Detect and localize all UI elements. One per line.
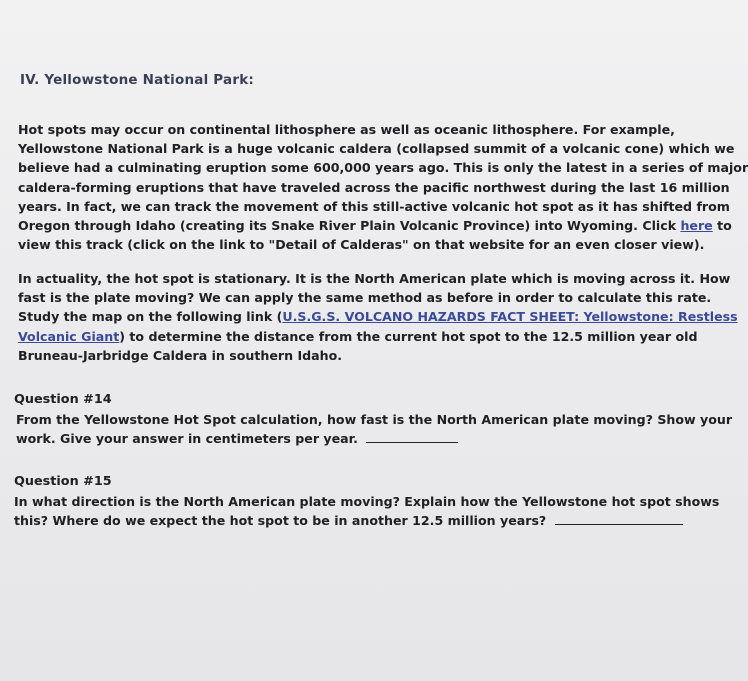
text-line <box>16 429 684 448</box>
text-line <box>18 307 738 326</box>
text-segment: to <box>712 218 732 234</box>
text-line: From the Yellowstone Hot Spot calculation, how fast is the North American plate moving? Show your <box>16 412 733 427</box>
text-segment: Oregon through Idaho (creating its Snake River Plain Volcanic Province) into Wyoming. Click <box>18 218 681 234</box>
text-line: believe had a culminating eruption some 600,000 years ago. This is only the latest in a series of major <box>18 160 748 176</box>
section-heading: IV. Yellowstone National Park: <box>20 72 254 88</box>
text-line: In actuality, the hot spot is stationary. It is the North American plate which is moving across it. How <box>18 271 731 286</box>
text-segment: this? Where do we expect the hot spot to be in another 12.5 million years? <box>14 513 547 529</box>
volcanic-giant-link[interactable]: Volcanic Giant <box>18 328 120 344</box>
text-segment: ) to determine the distance from the current hot spot to the 12.5 million year old <box>119 328 698 344</box>
text-line <box>14 511 682 530</box>
text-line <box>18 327 698 346</box>
paragraph-plate-motion <box>18 269 738 365</box>
text-line: years. In fact, we can track the movement of this still-active volcanic hot spot as it has shifted from <box>18 198 730 214</box>
question-15-title: Question #15 <box>14 474 112 489</box>
text-line: Yellowstone National Park is a huge volcanic caldera (collapsed summit of a volcanic cone) which we <box>18 141 735 157</box>
here-link[interactable]: here <box>680 218 713 234</box>
text-segment: work. Give your answer in centimeters per year. <box>16 431 358 447</box>
question-15-text <box>14 492 720 530</box>
answer-blank-14[interactable] <box>366 430 458 443</box>
question-14-text <box>16 410 733 448</box>
text-line: Hot spots may occur on continental lithosphere as well as oceanic lithosphere. For example, <box>18 122 675 137</box>
text-line: fast is the plate moving? We can apply the same method as before in order to calculate this rate. <box>18 290 712 306</box>
text-line: view this track (click on the link to "Detail of Calderas" on that website for an even closer view). <box>18 237 705 253</box>
text-line: Bruneau-Jarbridge Caldera in southern Idaho. <box>18 347 343 363</box>
text-line <box>18 216 732 235</box>
paragraph-hot-spots <box>18 120 748 254</box>
text-line: caldera-forming eruptions that have traveled across the pacific northwest during the last 16 million <box>18 179 730 195</box>
question-14-title: Question #14 <box>14 392 112 407</box>
usgs-fact-sheet-link[interactable]: U.S.G.S. VOLCANO HAZARDS FACT SHEET: Yellowstone: Restless <box>282 309 738 325</box>
answer-blank-15[interactable] <box>555 512 683 525</box>
text-line: In what direction is the North American plate moving? Explain how the Yellowstone hot spot shows <box>14 494 720 509</box>
text-segment: Study the map on the following link ( <box>18 309 283 325</box>
